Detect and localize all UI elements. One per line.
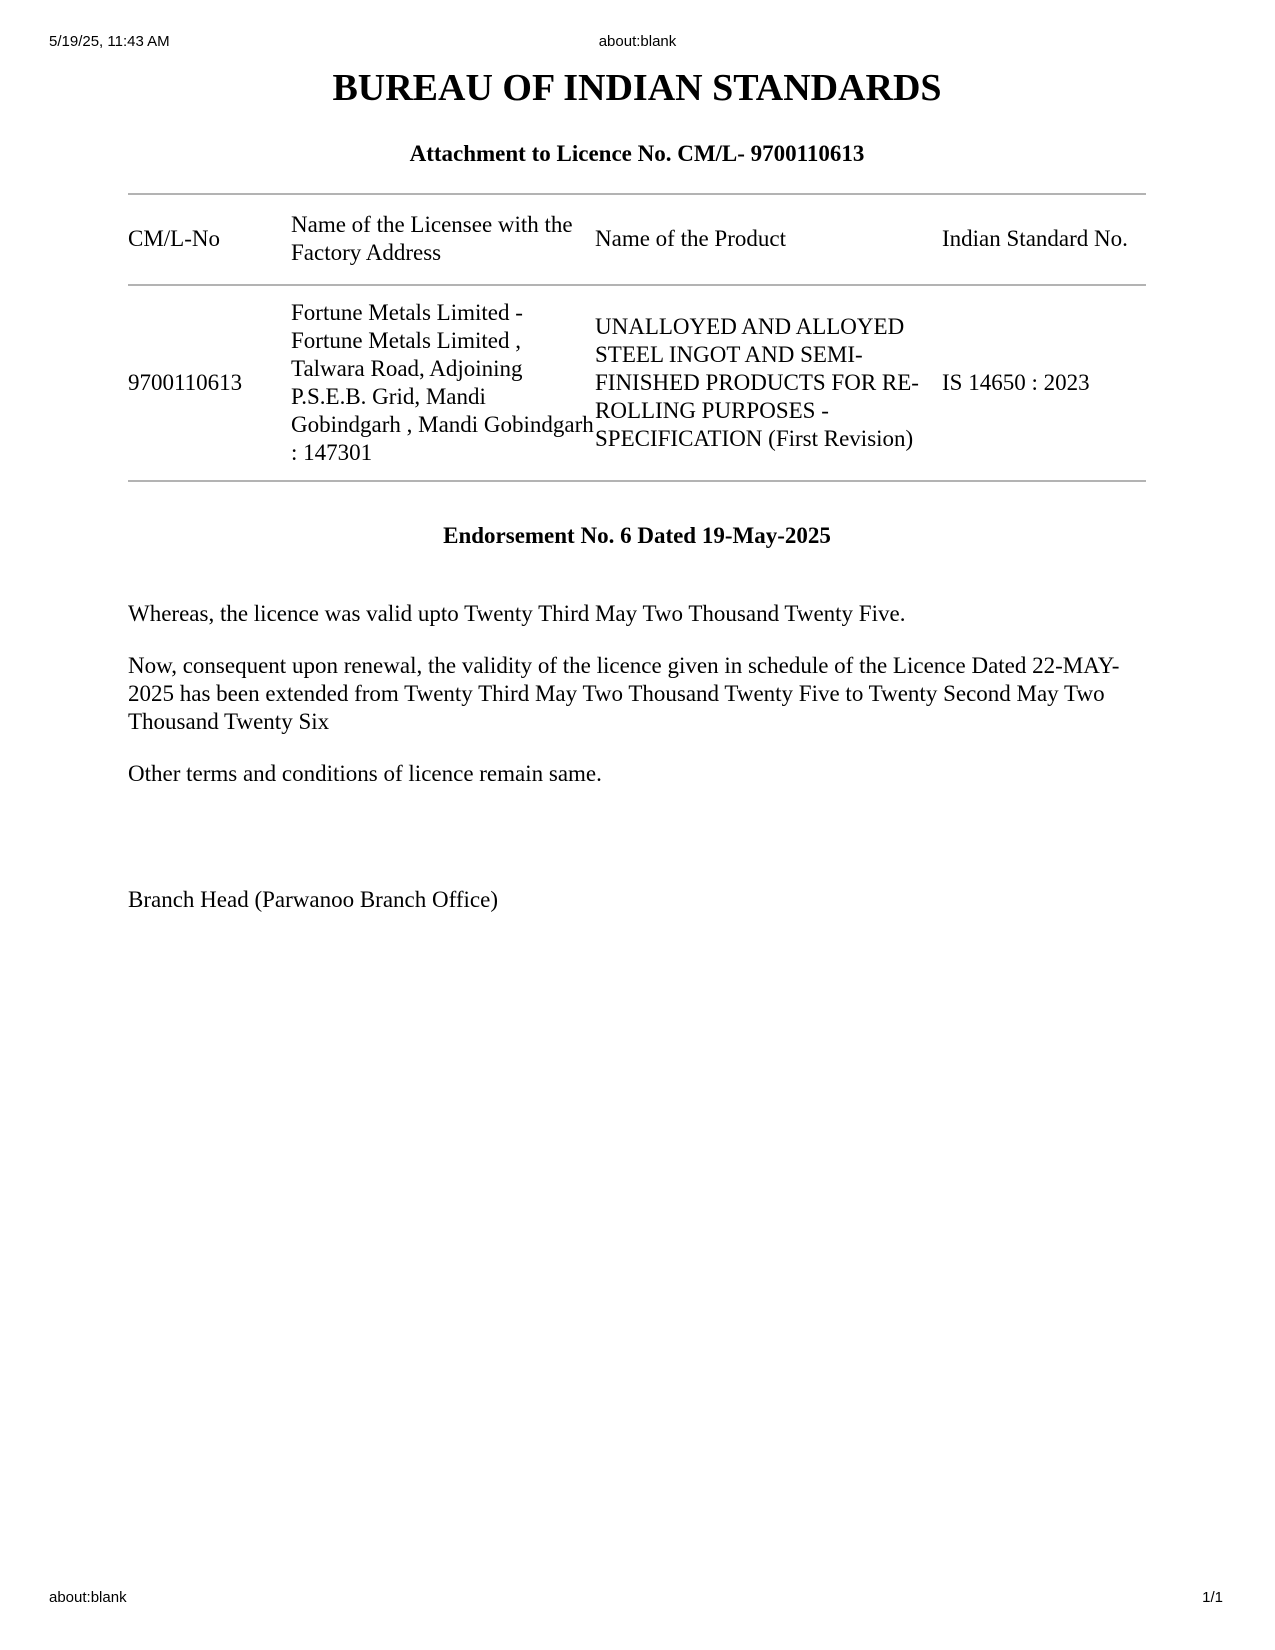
signatory: Branch Head (Parwanoo Branch Office) <box>128 887 498 913</box>
renewal-paragraph: Now, consequent upon renewal, the validity of the licence given in schedule of the Licence Dated 22-MAY-2025 has been extended from Twenty Third May Two Thousand Twenty Five to Twenty Second May Two Thousand Twenty Six <box>128 653 1120 735</box>
validity-paragraph: Whereas, the licence was valid upto Twenty Third May Two Thousand Twenty Five. <box>128 601 906 627</box>
table-bottom-rule <box>128 480 1146 482</box>
cell-cml-no: 9700110613 <box>128 369 243 395</box>
table-row <box>128 286 1146 480</box>
print-header-datetime: 5/19/25, 11:43 AM <box>49 33 170 50</box>
licence-table <box>128 195 1146 284</box>
licence-attachment-heading: Attachment to Licence No. CM/L- 9700110613 <box>409 141 865 166</box>
document-title: BUREAU OF INDIAN STANDARDS <box>332 67 942 109</box>
header-cml-no: CM/L-No <box>128 226 220 252</box>
header-product-name: Name of the Product <box>595 226 786 252</box>
cell-licensee-address: Fortune Metals Limited - Fortune Metals Limited , Talwara Road, Adjoining P.S.E.B. Grid, Mandi Gobindgarh , Mandi Gobindgarh : 147301 <box>291 299 594 465</box>
terms-paragraph: Other terms and conditions of licence remain same. <box>128 761 602 787</box>
endorsement-heading: Endorsement No. 6 Dated 19-May-2025 <box>443 522 831 548</box>
header-licensee-address: Name of the Licensee with the Factory Address <box>291 212 573 266</box>
document-body <box>128 66 1146 914</box>
table-header-row <box>128 195 1146 284</box>
print-footer-url: about:blank <box>49 1589 127 1606</box>
cell-standard-no: IS 14650 : 2023 <box>942 369 1090 395</box>
cell-product-name: UNALLOYED AND ALLOYED STEEL INGOT AND SEMI-FINISHED PRODUCTS FOR RE-ROLLING PURPOSES - SPECIFICATION (First Revision) <box>595 313 919 451</box>
print-header-url: about:blank <box>598 33 677 50</box>
licence-table-body <box>128 286 1146 480</box>
print-footer-page-count: 1/1 <box>1202 1589 1223 1606</box>
header-standard-no: Indian Standard No. <box>942 226 1128 252</box>
